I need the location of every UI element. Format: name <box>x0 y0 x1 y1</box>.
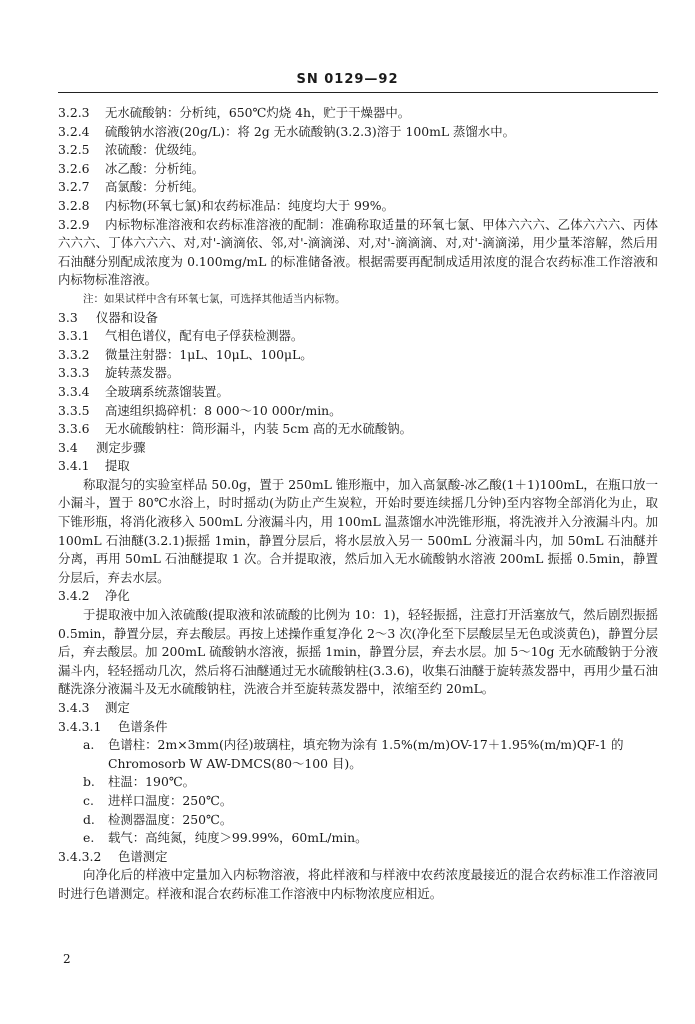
condition-b <box>58 773 658 792</box>
clause-number: 3.3.1 <box>58 328 90 344</box>
clause-text: 内标物(环氧七氯)和农药标准品：纯度均大于 99%。 <box>105 197 394 213</box>
condition-text: 载气：高纯氮，纯度＞99.99%，60mL/min。 <box>108 830 368 846</box>
section-title: 色谱条件 <box>118 718 168 734</box>
clause-3-2-3 <box>58 104 658 123</box>
section-3-4-heading <box>58 439 658 458</box>
clause-text: 硫酸钠水溶液(20g/L)：将 2g 无水硫酸钠(3.2.3)溶于 100mL 蒸馏水中。 <box>105 123 515 139</box>
section-number: 3.4 <box>58 439 78 455</box>
clause-3-2-5 <box>58 141 658 160</box>
clause-3-2-9 <box>58 216 658 290</box>
section-number: 3.3 <box>58 309 78 325</box>
condition-c <box>58 792 658 811</box>
document-body <box>58 104 658 904</box>
section-number: 3.4.2 <box>58 588 90 604</box>
clause-number: 3.2.3 <box>58 105 90 120</box>
condition-label: c. <box>83 792 94 808</box>
clause-number: 3.3.3 <box>58 365 90 381</box>
condition-label: a. <box>83 737 95 753</box>
section-title: 测定 <box>105 700 130 715</box>
header-rule <box>58 92 658 93</box>
standard-code-header: SN 0129—92 <box>296 72 399 87</box>
clause-3-3-3 <box>58 364 658 383</box>
section-3-4-2-heading <box>58 587 658 606</box>
clause-number: 3.2.6 <box>58 160 90 176</box>
section-3-4-3-1-heading <box>58 718 658 737</box>
section-3-4-3-2-heading <box>58 848 658 867</box>
section-3-4-1-heading <box>58 457 658 476</box>
clause-text: 旋转蒸发器。 <box>105 365 180 381</box>
clause-3-3-5 <box>58 402 658 421</box>
clause-number: 3.2.8 <box>58 197 90 213</box>
clause-3-3-6 <box>58 420 658 439</box>
clause-text: 高速组织捣碎机：8 000～10 000r/min。 <box>105 402 342 418</box>
section-title: 净化 <box>105 588 130 604</box>
clause-3-2-6 <box>58 160 658 179</box>
determination-paragraph: 向净化后的样液中定量加入内标物溶液，将此样液和与样液中农药浓度最接近的混合农药标准工作溶液同时进行色谱测定。样液和混合农药标准工作溶液中内标物浓度应相近。 <box>58 867 658 901</box>
section-number: 3.4.3 <box>58 700 90 715</box>
condition-text: 色谱柱：2m×3mm(内径)玻璃柱，填充物为涂有 1.5%(m/m)OV-17＋1.95%(m/m)QF-1 的 Chromosorb W AW-DMCS(80～100 目)。 <box>108 737 624 771</box>
condition-label: d. <box>83 811 95 827</box>
condition-label: e. <box>83 830 95 846</box>
clause-3-2-4 <box>58 123 658 142</box>
condition-label: b. <box>83 774 95 790</box>
extraction-paragraph: 称取混匀的实验室样品 50.0g，置于 250mL 锥形瓶中，加入高氯酸-冰乙酸(1＋1)100mL，在瓶口放一小漏斗，置于 80℃水浴上，时时摇动(为防止产生炭粒，开始时要连续摇几分钟)至内容物全部消化为止，取下锥形瓶，将消化液移入 500mL 分液漏斗内，用 100mL 温蒸馏水冲洗锥形瓶，将洗液并入分液漏斗内。加 100mL 石油醚(3.2.1)振摇 1min，静置分层后，将水层放入另一 500mL 分液漏斗内，加 50mL 石油醚并分离，再用 50mL 石油醚提取 1 次。合并提取液，然后加入无水硫酸钠水溶液 200mL 振摇 0.5min，静置分层后，弃去水层。 <box>58 476 658 585</box>
condition-text: 进样口温度：250℃。 <box>108 792 233 808</box>
clause-number: 3.2.4 <box>58 123 90 139</box>
section-number: 3.4.3.1 <box>58 718 102 734</box>
clause-text: 微量注射器：1μL、10μL、100μL。 <box>105 346 313 362</box>
clause-text: 无水硫酸钠：分析纯，650℃灼烧 4h，贮于干燥器中。 <box>105 105 411 120</box>
section-3-3-heading <box>58 309 658 328</box>
section-3-4-3-heading <box>58 699 658 718</box>
clause-text: 浓硫酸：优级纯。 <box>105 142 205 158</box>
section-title: 提取 <box>105 458 130 474</box>
section-title: 测定步骤 <box>96 439 146 455</box>
clause-text: 全玻璃系统蒸馏装置。 <box>105 383 229 399</box>
clause-3-3-4 <box>58 383 658 402</box>
clause-3-2-8 <box>58 197 658 216</box>
clause-text: 气相色谱仪，配有电子俘获检测器。 <box>105 328 304 344</box>
clause-3-3-1 <box>58 327 658 346</box>
condition-e <box>58 829 658 848</box>
clause-number: 3.3.4 <box>58 383 90 399</box>
clause-number: 3.3.6 <box>58 421 90 437</box>
condition-text: 检测器温度：250℃。 <box>108 811 233 827</box>
section-title: 色谱测定 <box>118 848 168 864</box>
clause-text: 冰乙酸：分析纯。 <box>105 160 205 176</box>
clause-number: 3.2.5 <box>58 142 90 158</box>
condition-d <box>58 811 658 830</box>
condition-text: 柱温：190℃。 <box>108 774 196 790</box>
note: 注：如果试样中含有环氧七氯，可选择其他适当内标物。 <box>83 292 346 305</box>
clause-3-2-7 <box>58 178 658 197</box>
section-number: 3.4.3.2 <box>58 848 102 864</box>
clause-text: 高氯酸：分析纯。 <box>105 179 205 195</box>
purification-paragraph: 于提取液中加入浓硫酸(提取液和浓硫酸的比例为 10：1)，轻轻振摇，注意打开活塞放气，然后剧烈振摇 0.5min，静置分层，弃去酸层。再按上述操作重复净化 2～3 次(净化至下层酸层呈无色或淡黄色)，静置分层后，弃去酸层。加 200mL 硫酸钠水溶液，振摇 1min，静置分层，弃去水层。加 5～10g 无水硫酸钠于分液漏斗内，轻轻摇动几次，然后将石油醚通过无水硫酸钠柱(3.3.6)，收集石油醚于旋转蒸发器中，再用少量石油醚洗涤分液漏斗及无水硫酸钠柱，洗液合并至旋转蒸发器中，浓缩至约 20mL。 <box>58 607 658 697</box>
section-title: 仪器和设备 <box>96 309 158 325</box>
page-number: 2 <box>63 952 71 966</box>
clause-number: 3.2.9 <box>58 216 90 232</box>
clause-number: 3.3.2 <box>58 346 90 362</box>
clause-number: 3.2.7 <box>58 179 90 195</box>
clause-number: 3.3.5 <box>58 402 90 418</box>
section-number: 3.4.1 <box>58 458 90 474</box>
clause-text: 无水硫酸钠柱：筒形漏斗，内装 5cm 高的无水硫酸钠。 <box>105 421 413 437</box>
clause-3-3-2 <box>58 346 658 365</box>
condition-a <box>58 736 658 773</box>
clause-text: 内标物标准溶液和农药标准溶液的配制：准确称取适量的环氧七氯、甲体六六六、乙体六六六、丙体六六六、丁体六六六、对,对'-滴滴依、邻,对'-滴滴涕、对,对'-滴滴滴、对,对'-滴滴涕，用少量苯溶解，然后用石油醚分别配成浓度为 0.100mg/mL 的标准储备液。根据需要再配制成适用浓度的混合农药标准工作溶液和内标物标准溶液。 <box>58 216 658 288</box>
